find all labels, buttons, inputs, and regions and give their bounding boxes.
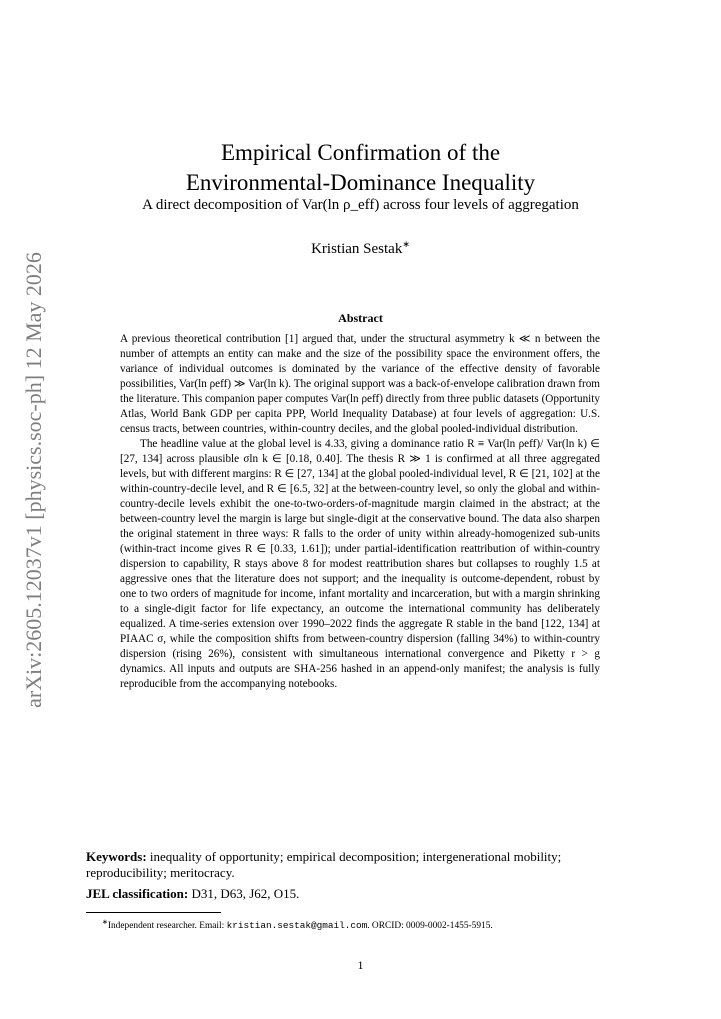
abstract-paragraph-2: The headline value at the global level is 4.33, giving a dominance ratio R ≡ Var(ln ρeff)/ Var(ln k) ∈ [27, 134] across plausible σln k ∈ [0.18, 0.40]. The thesis R ≫ 1 is confirmed at all three aggregated levels, but with different margins: R ∈ [27, 134] at the global pooled-individual level, R ∈ [21, 102] at the within-country-decile level, and R ∈ [6.5, 32] at the between-country level, so only the global and within-country-decile levels exhibit the one-to-two-orders-of-magnitude margin claimed in the abstract; at the between-country level the margin is large but single-digit at the conservative bound. The data also sharpen the original statement in three ways: R falls to the order of unity within already-homogenized sub-units (within-tract income gives R ∈ [0.33, 1.61]); under partial-identification reattribution of within-country dispersion to capability, R stays above 8 for modest reattribution shares but collapses to roughly 1.5 at aggressive ones that the literature does not support; and the inequality is outcome-dependent, robust by one to two orders of magnitude for income, infant mortality and incarceration, but with a margin shrinking to a single-digit factor for life expectancy, an outcome the international community has deliberately equalized. A time-series extension over 1990–2022 finds the aggregate R stable in the band [122, 134] at PIAAC σ, while the composition shifts from between-country dispersion (falling 34%) to within-country dispersion (rising 26%), consistent with simultaneous international convergence and Piketty r > g dynamics. All inputs and outputs are SHA-256 hashed in an append-only manifest; the analysis is fully reproducible from the accompanying notebooks. bbox=[120, 438, 600, 690]
paper-subtitle: A direct decomposition of Var(ln ρ_eff) across four levels of aggregation bbox=[142, 197, 579, 213]
footnote-marker: ∗ bbox=[102, 918, 108, 926]
author-footnote-marker: ∗ bbox=[402, 239, 410, 249]
jel-text: D31, D63, J62, O15. bbox=[191, 886, 300, 901]
jel-label: JEL classification: bbox=[86, 886, 189, 901]
author-footnote bbox=[86, 916, 646, 933]
keywords-text: inequality of opportunity; empirical decomposition; intergenerational mobility; reproducibility; meritocracy. bbox=[86, 849, 562, 880]
footnote-rule bbox=[86, 912, 221, 913]
title-line-1: Empirical Confirmation of the bbox=[220, 140, 501, 165]
author-email-link[interactable]: kristian.sestak@gmail.com bbox=[226, 920, 368, 932]
footnote-prefix: Independent researcher. Email: bbox=[107, 921, 227, 932]
paper-title bbox=[90, 138, 631, 198]
page-number: 1 bbox=[357, 958, 364, 972]
footnote-orcid: . ORCID: 0009-0002-1455-5915. bbox=[367, 921, 493, 932]
arxiv-identifier-text: arXiv:2605.12037v1 [physics.soc-ph] 12 May 2026 bbox=[21, 252, 46, 708]
abstract-heading: Abstract bbox=[338, 311, 383, 325]
author-name: Kristian Sestak bbox=[311, 241, 403, 257]
abstract-paragraph-1: A previous theoretical contribution [1] argued that, under the structural asymmetry k ≪ n between the number of attempts an entity can make and the size of the possibility space the environment offers, the variance of individual outcomes is dominated by the variance of the effective density of favorable possibilities, Var(ln ρeff) ≫ Var(ln k). The original support was a back-of-envelope calibration drawn from the literature. This companion paper computes Var(ln ρeff) directly from three public datasets (Opportunity Atlas, World Bank GDP per capita PPP, World Inequality Database) at four levels of aggregation: U.S. census tracts, between countries, within-country deciles, and the global pooled-individual distribution. bbox=[120, 333, 600, 435]
title-line-2: Environmental-Dominance Inequality bbox=[185, 170, 536, 195]
arxiv-identifier-stamp bbox=[13, 250, 55, 710]
jel-line bbox=[86, 886, 636, 902]
keywords-label: Keywords: bbox=[86, 849, 147, 864]
keywords-section bbox=[86, 849, 636, 907]
abstract-body bbox=[120, 332, 600, 692]
author-line bbox=[200, 239, 521, 258]
keywords-line bbox=[86, 849, 636, 881]
